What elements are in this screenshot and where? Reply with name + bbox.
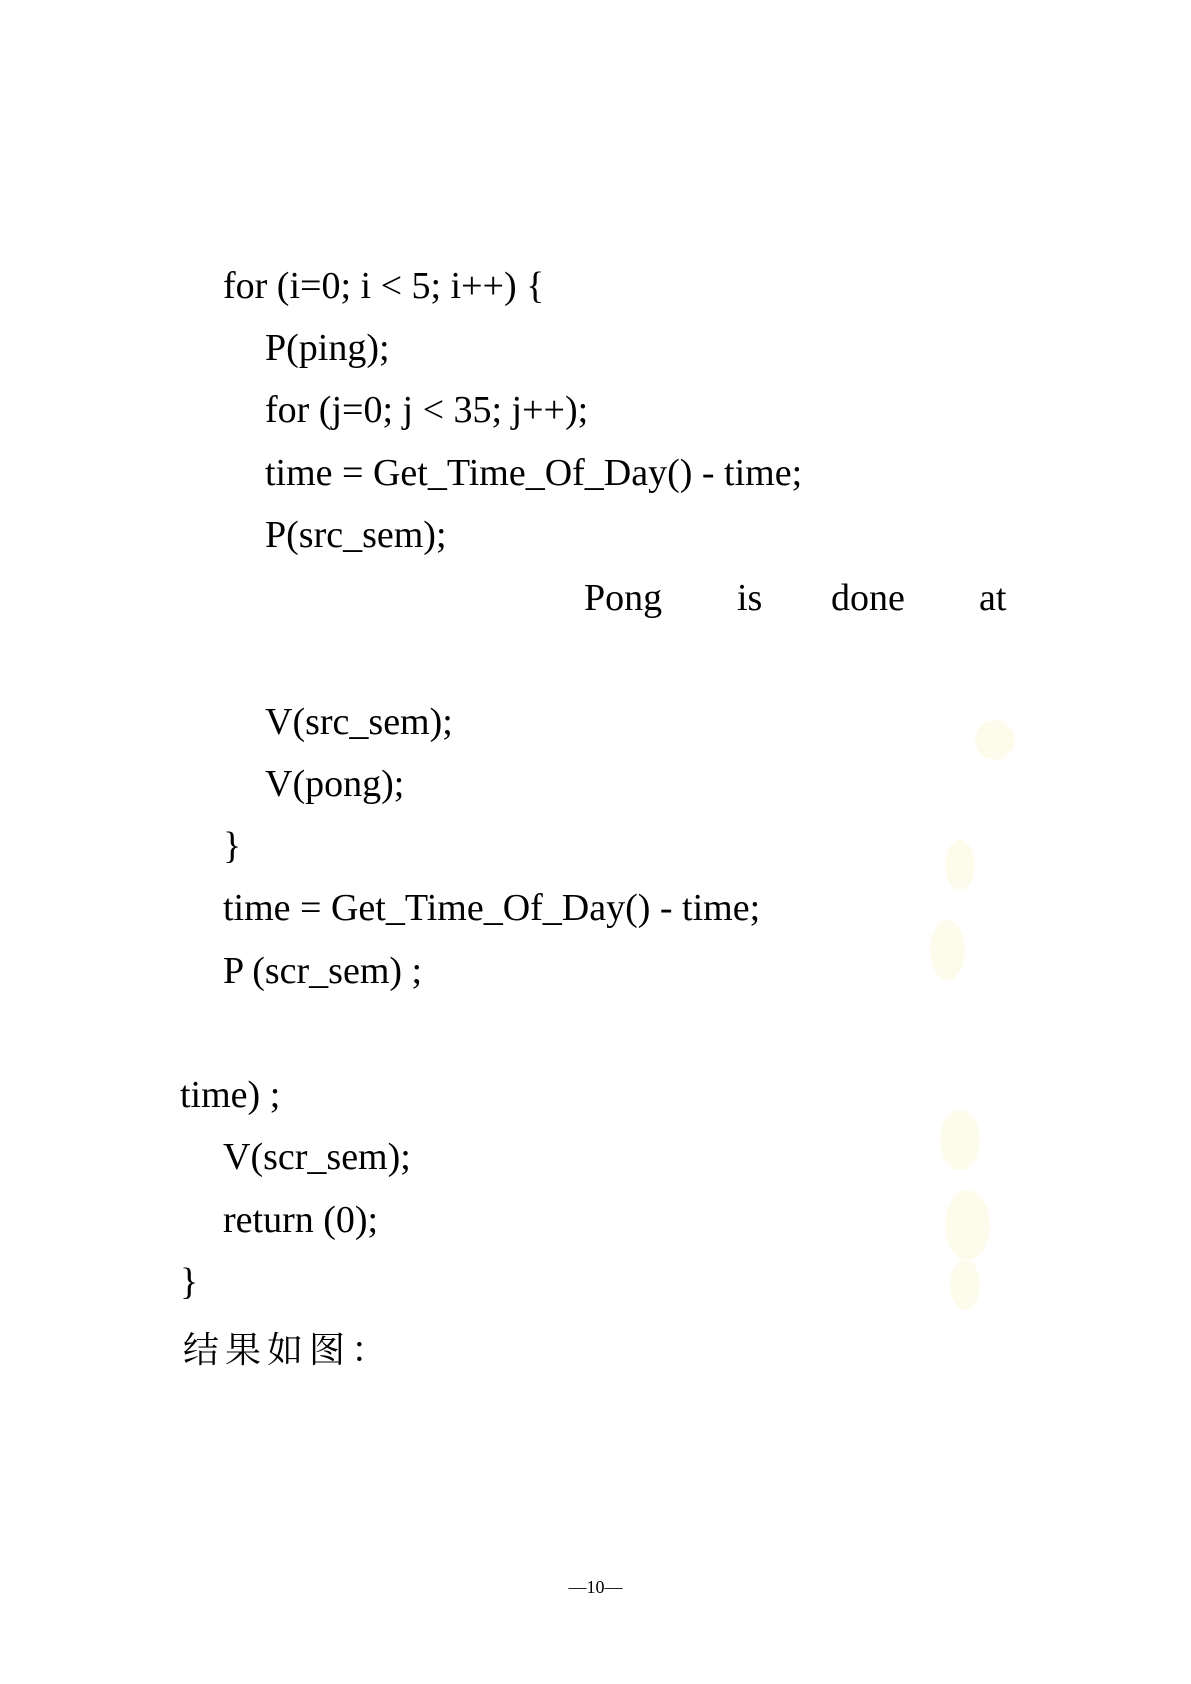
- paper-stain: [945, 840, 975, 890]
- paper-stain: [930, 920, 965, 980]
- code-line-p-scr-sem: P (scr_sem) ;: [223, 950, 423, 992]
- code-line-final-brace: }: [180, 1261, 199, 1303]
- paper-stain: [975, 720, 1015, 760]
- code-line-p-src-sem: P(src_sem);: [265, 514, 447, 556]
- printf-word-done: done: [831, 577, 905, 619]
- code-line-v-src-sem: V(src_sem);: [265, 701, 453, 743]
- code-line-return: return (0);: [223, 1199, 379, 1241]
- paper-stain: [945, 1190, 990, 1260]
- printf-word-pong: Pong: [584, 577, 663, 619]
- code-line-v-scr-sem: V(scr_sem);: [223, 1136, 411, 1178]
- printf-word-at: at: [979, 577, 1007, 619]
- code-line-v-pong: V(pong);: [265, 763, 405, 805]
- paper-stain: [940, 1110, 980, 1170]
- result-caption: 结果如图：: [183, 1330, 394, 1371]
- printf-word-is: is: [737, 577, 763, 619]
- code-line-time-calc-outer: time = Get_Time_Of_Day() - time;: [223, 887, 761, 929]
- code-line-time-arg: time) ;: [180, 1074, 281, 1116]
- code-line-p-ping: P(ping);: [265, 327, 390, 369]
- paper-stain: [950, 1260, 980, 1310]
- code-line-time-calc: time = Get_Time_Of_Day() - time;: [265, 452, 803, 494]
- page-number: —10—: [568, 1577, 623, 1597]
- code-line-for-loop: for (i=0; i < 5; i++) {: [223, 265, 545, 307]
- code-line-inner-for: for (j=0; j < 35; j++);: [265, 389, 589, 431]
- code-line-close-brace: }: [223, 825, 242, 867]
